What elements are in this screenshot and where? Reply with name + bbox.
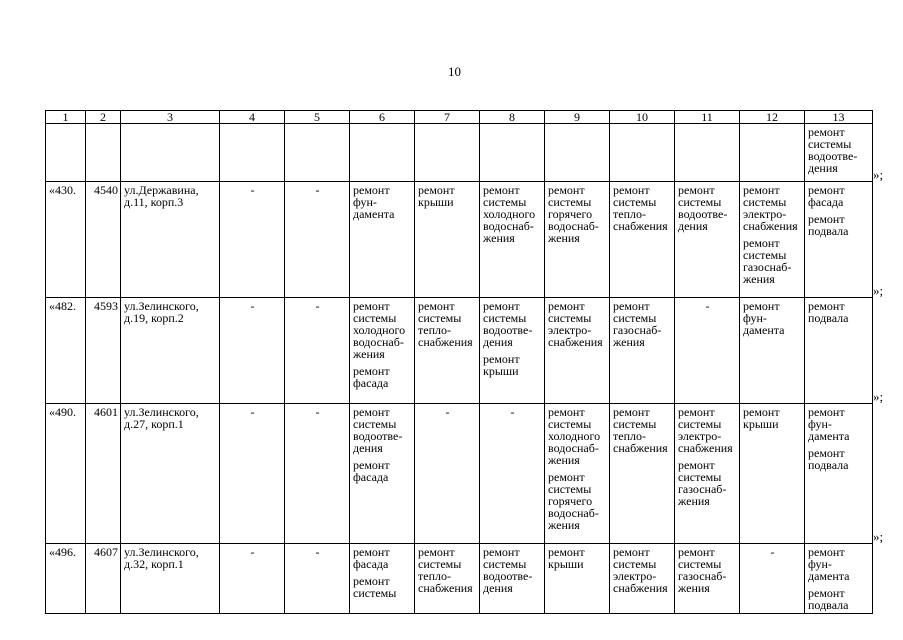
repair-item xyxy=(353,459,412,483)
repair-item-line: системы xyxy=(613,417,657,431)
repair-item-line: снабжения xyxy=(613,219,668,233)
repair-item-line: электро- xyxy=(743,207,787,221)
repair-item-line: системы xyxy=(613,311,657,325)
dash-cell: - xyxy=(285,404,350,544)
empty-cell xyxy=(121,124,220,182)
address-cell xyxy=(121,404,220,544)
repair-item-line: ремонт xyxy=(678,405,715,419)
work-cell xyxy=(740,298,805,404)
address-line: ул.Зелинского, xyxy=(124,545,199,559)
address-cell xyxy=(121,298,220,404)
empty-cell xyxy=(675,124,740,182)
repair-item-line: ремонт xyxy=(613,545,650,559)
repair-item xyxy=(678,184,737,232)
repair-item xyxy=(353,300,412,360)
repair-item xyxy=(808,300,870,324)
repair-item-line: горячего xyxy=(548,207,593,221)
row-terminator: »; xyxy=(873,166,884,182)
work-cell: - xyxy=(740,544,805,614)
repair-item xyxy=(808,213,870,237)
page-number: 10 xyxy=(448,64,461,79)
repair-item xyxy=(483,300,542,348)
repair-item-line: системы xyxy=(613,195,657,209)
row-number-cell: «496. xyxy=(46,544,86,614)
address-line: ул.Державина, xyxy=(124,183,199,197)
empty-cell xyxy=(285,124,350,182)
table-body xyxy=(46,111,873,614)
repair-item xyxy=(808,546,870,582)
work-cell xyxy=(675,404,740,544)
column-number-header: 7 xyxy=(415,111,480,124)
address-line: ул.Зелинского, xyxy=(124,299,199,313)
work-cell xyxy=(675,544,740,614)
repair-item xyxy=(613,300,672,348)
repair-item-line: ремонт xyxy=(613,405,650,419)
table-row xyxy=(46,544,873,614)
continuation-row xyxy=(46,124,873,182)
column-number-header: 8 xyxy=(480,111,545,124)
repair-item-line: газоснаб- xyxy=(613,323,662,337)
repair-item-line: водоснаб- xyxy=(353,335,404,349)
repair-item-line: системы xyxy=(548,482,592,496)
repair-item-line: ремонт xyxy=(418,183,455,197)
repair-item-line: ремонт xyxy=(743,236,780,250)
repair-item-line: дения xyxy=(678,219,708,233)
repair-item-line: ремонт xyxy=(418,299,455,313)
repair-item-line: ремонт xyxy=(808,446,845,460)
work-cell xyxy=(610,298,675,404)
work-cell xyxy=(610,544,675,614)
work-cell xyxy=(415,298,480,404)
repair-item-line: крыши xyxy=(743,417,779,431)
repair-item-line: ремонт xyxy=(353,299,390,313)
repair-item-line: крыши xyxy=(548,557,584,571)
work-cell xyxy=(740,182,805,298)
repair-item xyxy=(548,406,607,466)
table-row xyxy=(46,404,873,544)
repair-item-line: электро- xyxy=(678,429,722,443)
work-cell xyxy=(415,182,480,298)
repair-item-line: жения xyxy=(678,581,710,595)
repair-item-line: водоотве- xyxy=(678,207,728,221)
work-cell xyxy=(350,544,415,614)
repair-item-line: жения xyxy=(678,494,710,508)
repair-item-line: горячего xyxy=(548,494,593,508)
column-number-header: 3 xyxy=(121,111,220,124)
repair-item-line: ремонт xyxy=(548,470,585,484)
empty-cell xyxy=(46,124,86,182)
repair-item-line: ремонт xyxy=(483,183,520,197)
work-cell: - xyxy=(675,298,740,404)
repair-item xyxy=(483,184,542,244)
repair-item-line: системы xyxy=(678,557,722,571)
repair-item-line: ремонт xyxy=(548,299,585,313)
work-cell xyxy=(610,182,675,298)
repair-item-line: водоотве- xyxy=(808,149,858,163)
repair-item-line: системы xyxy=(743,195,787,209)
repair-item xyxy=(353,546,412,570)
repair-item xyxy=(678,459,737,507)
repair-item-line: ремонт xyxy=(613,183,650,197)
repair-item-line: системы xyxy=(418,311,462,325)
repair-item-line: газоснаб- xyxy=(678,482,727,496)
repair-item xyxy=(613,406,672,454)
repair-item xyxy=(548,471,607,531)
column-number-header: 13 xyxy=(805,111,873,124)
dash-cell: - xyxy=(220,298,285,404)
repair-item-line: газоснаб- xyxy=(743,260,792,274)
repair-item-line: дения xyxy=(483,335,513,349)
repair-item xyxy=(678,546,737,594)
repair-item-line: ремонт xyxy=(353,545,390,559)
repair-item-line: газоснаб- xyxy=(678,569,727,583)
repair-item-line: ремонт xyxy=(808,183,845,197)
repair-item xyxy=(418,300,477,348)
repair-item-line: крыши xyxy=(483,364,519,378)
dash-cell: - xyxy=(220,182,285,298)
repair-item-line: дамента xyxy=(743,323,785,337)
repair-item-line: ремонт xyxy=(353,405,390,419)
repair-item-line: дамента xyxy=(808,569,850,583)
repair-item-line: электро- xyxy=(613,569,657,583)
work-cell xyxy=(480,298,545,404)
repair-item-line: холодного xyxy=(483,207,536,221)
repair-item-line: холодного xyxy=(548,429,601,443)
repair-item-line: ремонт xyxy=(353,574,390,588)
repair-item-line: снабжения xyxy=(418,581,473,595)
row-terminator: »; xyxy=(873,388,884,404)
repair-item xyxy=(483,546,542,594)
row-number-cell: «430. xyxy=(46,182,86,298)
repair-item-line: системы xyxy=(483,557,527,571)
repair-item xyxy=(808,447,870,471)
repair-item-line: водоснаб- xyxy=(548,506,599,520)
address-cell xyxy=(121,182,220,298)
repair-item-line: дения xyxy=(483,581,513,595)
repair-item xyxy=(353,365,412,389)
repair-item-line: дения xyxy=(808,161,838,175)
row-terminator: »; xyxy=(873,528,884,544)
repair-item-line: ремонт xyxy=(548,405,585,419)
repair-item-line: фун- xyxy=(743,311,767,325)
work-cell xyxy=(350,182,415,298)
repair-item-line: ремонт xyxy=(678,545,715,559)
table-row xyxy=(46,182,873,298)
repair-item-line: ремонт xyxy=(483,299,520,313)
work-cell xyxy=(610,404,675,544)
repair-item-line: системы xyxy=(353,311,397,325)
column-number-header: 2 xyxy=(86,111,121,124)
repair-item-line: водоотве- xyxy=(483,323,533,337)
dash-cell: - xyxy=(285,298,350,404)
address-line: д.32, корп.1 xyxy=(124,557,184,571)
repair-item-line: снабжения xyxy=(678,441,733,455)
repair-item-line: жения xyxy=(353,347,385,361)
work-cell xyxy=(805,404,873,544)
table-row xyxy=(46,298,873,404)
repair-item-line: подвала xyxy=(808,458,849,472)
column-number-header: 12 xyxy=(740,111,805,124)
column-number-header: 10 xyxy=(610,111,675,124)
repair-item-line: фасада xyxy=(353,470,389,484)
repair-item xyxy=(808,184,870,208)
repair-item xyxy=(613,546,672,594)
repair-item-line: системы xyxy=(483,195,527,209)
work-cell xyxy=(805,124,873,182)
repair-item-line: системы xyxy=(418,557,462,571)
repair-item-line: системы xyxy=(743,248,787,262)
work-cell xyxy=(545,298,610,404)
empty-cell xyxy=(545,124,610,182)
repair-item-line: водоотве- xyxy=(483,569,533,583)
repair-item-line: жения xyxy=(548,518,580,532)
repair-item-line: системы xyxy=(613,557,657,571)
work-cell: - xyxy=(415,404,480,544)
address-line: ул.Зелинского, xyxy=(124,405,199,419)
repair-item-line: системы xyxy=(353,417,397,431)
repair-item xyxy=(743,184,802,232)
repair-item-line: ремонт xyxy=(808,405,845,419)
repair-item-line: ремонт xyxy=(353,458,390,472)
repair-item-line: системы xyxy=(808,137,852,151)
repair-item xyxy=(678,406,737,454)
column-number-header: 6 xyxy=(350,111,415,124)
object-id-cell: 4601 xyxy=(86,404,121,544)
address-line: д.11, корп.3 xyxy=(124,195,184,209)
row-number-cell: «482. xyxy=(46,298,86,404)
repair-item xyxy=(548,184,607,244)
work-cell xyxy=(805,544,873,614)
column-number-header: 11 xyxy=(675,111,740,124)
repair-item-line: ремонт xyxy=(548,183,585,197)
repair-item-line: снабжения xyxy=(743,219,798,233)
repair-item-line: холодного xyxy=(353,323,406,337)
repair-item-line: ремонт xyxy=(418,545,455,559)
repair-item-line: электро- xyxy=(548,323,592,337)
empty-cell xyxy=(740,124,805,182)
empty-cell xyxy=(480,124,545,182)
work-cell xyxy=(545,182,610,298)
repair-item xyxy=(743,237,802,285)
repair-item-line: ремонт xyxy=(743,299,780,313)
address-line: д.27, корп.1 xyxy=(124,417,184,431)
repair-item xyxy=(483,353,542,377)
repair-item-line: водоснаб- xyxy=(548,441,599,455)
repair-item-line: тепло- xyxy=(613,207,646,221)
empty-cell xyxy=(350,124,415,182)
repair-item-line: снабжения xyxy=(418,335,473,349)
repair-item-line: дамента xyxy=(808,429,850,443)
repair-item xyxy=(613,184,672,232)
repair-item xyxy=(808,587,870,611)
column-number-header: 9 xyxy=(545,111,610,124)
repair-item xyxy=(808,406,870,442)
work-cell xyxy=(350,404,415,544)
work-cell xyxy=(415,544,480,614)
repair-item-line: дамента xyxy=(353,207,395,221)
repair-item-line: ремонт xyxy=(808,545,845,559)
repair-item-line: водоотве- xyxy=(353,429,403,443)
repair-item-line: снабжения xyxy=(548,335,603,349)
repair-item-line: фун- xyxy=(353,195,377,209)
work-cell xyxy=(545,404,610,544)
repair-item xyxy=(743,406,802,430)
repair-item-line: ремонт xyxy=(808,212,845,226)
repair-item-line: системы xyxy=(548,417,592,431)
row-number-cell: «490. xyxy=(46,404,86,544)
object-id-cell: 4607 xyxy=(86,544,121,614)
repair-item-line: ремонт xyxy=(483,545,520,559)
repair-item-line: ремонт xyxy=(808,299,845,313)
row-terminator: »; xyxy=(873,282,884,298)
repair-item-line: дения xyxy=(353,441,383,455)
repair-item-line: ремонт xyxy=(353,183,390,197)
repair-item-line: ремонт xyxy=(808,125,845,139)
column-number-header: 4 xyxy=(220,111,285,124)
repair-item-line: ремонт xyxy=(678,458,715,472)
repair-item-line: системы xyxy=(483,311,527,325)
dash-cell: - xyxy=(285,544,350,614)
repair-item xyxy=(418,184,477,208)
repair-item-line: водоснаб- xyxy=(548,219,599,233)
repair-item-line: тепло- xyxy=(418,323,451,337)
address-cell xyxy=(121,544,220,614)
repair-schedule-table xyxy=(45,110,873,614)
work-cell xyxy=(805,298,873,404)
repair-item-line: жения xyxy=(743,272,775,286)
repair-item-line: снабжения xyxy=(613,441,668,455)
repair-item-line: ремонт xyxy=(613,299,650,313)
repair-item-line: ремонт xyxy=(808,586,845,600)
address-line: д.19, корп.2 xyxy=(124,311,184,325)
repair-item-line: подвала xyxy=(808,224,849,238)
repair-item-line: системы xyxy=(678,417,722,431)
repair-item xyxy=(743,300,802,336)
repair-item-line: крыши xyxy=(418,195,454,209)
repair-item-line: ремонт xyxy=(548,545,585,559)
work-cell xyxy=(805,182,873,298)
object-id-cell: 4593 xyxy=(86,298,121,404)
empty-cell xyxy=(220,124,285,182)
work-cell xyxy=(545,544,610,614)
header-row xyxy=(46,111,873,124)
repair-item-line: жения xyxy=(548,231,580,245)
repair-item-line: тепло- xyxy=(418,569,451,583)
empty-cell xyxy=(415,124,480,182)
repair-item-line: системы xyxy=(678,470,722,484)
repair-item-line: ремонт xyxy=(483,352,520,366)
repair-item-line: системы xyxy=(678,195,722,209)
repair-item xyxy=(353,184,412,220)
repair-item-line: снабжения xyxy=(613,581,668,595)
repair-item-line: ремонт xyxy=(743,405,780,419)
repair-item-line: водоснаб- xyxy=(483,219,534,233)
repair-item-line: жения xyxy=(483,231,515,245)
repair-item-line: ремонт xyxy=(353,364,390,378)
dash-cell: - xyxy=(285,182,350,298)
repair-item-line: фасада xyxy=(353,557,389,571)
repair-item-line: ремонт xyxy=(743,183,780,197)
repair-item xyxy=(353,575,412,599)
repair-item xyxy=(418,546,477,594)
work-cell xyxy=(480,182,545,298)
object-id-cell: 4540 xyxy=(86,182,121,298)
column-number-header: 1 xyxy=(46,111,86,124)
work-cell: - xyxy=(480,404,545,544)
repair-item-line: ремонт xyxy=(678,183,715,197)
work-cell xyxy=(675,182,740,298)
repair-item xyxy=(808,126,870,174)
repair-item-line: фун- xyxy=(808,557,832,571)
repair-item-line: фасада xyxy=(808,195,844,209)
repair-item-line: системы xyxy=(353,586,397,600)
column-number-header: 5 xyxy=(285,111,350,124)
repair-item-line: системы xyxy=(548,195,592,209)
repair-item-line: фун- xyxy=(808,417,832,431)
repair-item-line: жения xyxy=(613,335,645,349)
empty-cell xyxy=(86,124,121,182)
repair-item-line: подвала xyxy=(808,598,849,612)
work-cell xyxy=(480,544,545,614)
repair-item-line: фасада xyxy=(353,376,389,390)
repair-item-line: тепло- xyxy=(613,429,646,443)
dash-cell: - xyxy=(220,404,285,544)
work-cell xyxy=(740,404,805,544)
repair-item xyxy=(353,406,412,454)
repair-item xyxy=(548,300,607,348)
repair-item-line: системы xyxy=(548,311,592,325)
empty-cell xyxy=(610,124,675,182)
repair-item-line: подвала xyxy=(808,311,849,325)
dash-cell: - xyxy=(220,544,285,614)
repair-item-line: жения xyxy=(548,453,580,467)
repair-item xyxy=(548,546,607,570)
work-cell xyxy=(350,298,415,404)
